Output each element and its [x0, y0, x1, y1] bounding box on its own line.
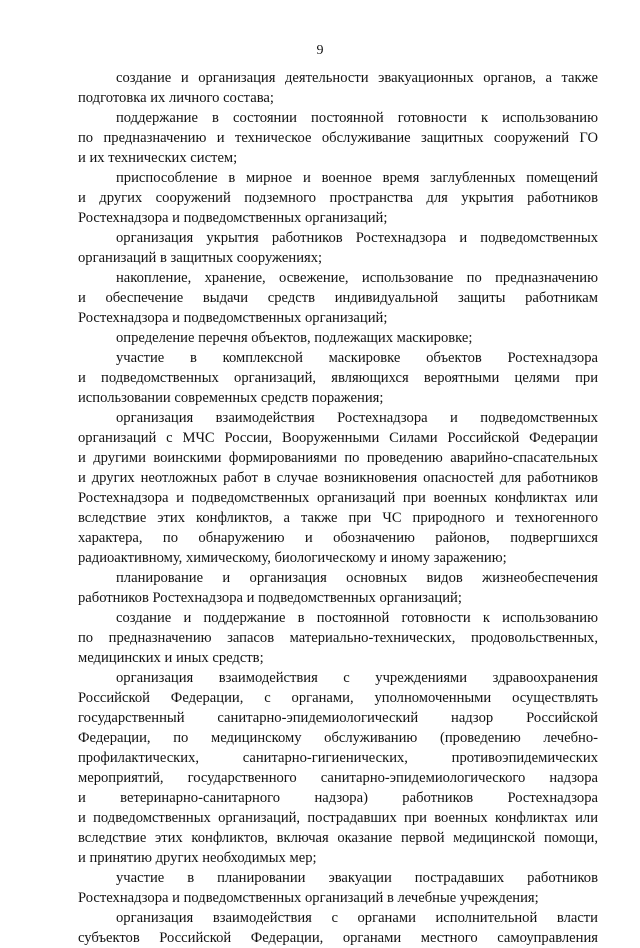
text-line: по предназначению запасов материально-технических, продовольственных,: [78, 630, 598, 646]
text-line: вследствие этих конфликтов, включая оказание первой медицинской помощи,: [78, 830, 598, 846]
text-line: Ростехнадзора и подведомственных организаций в лечебные учреждения;: [78, 890, 539, 906]
text-line: организация взаимодействия с учреждениями здравоохранения: [116, 670, 598, 686]
text-line: организация взаимодействия Ростехнадзора и подведомственных: [116, 410, 598, 426]
page-number: 9: [316, 43, 324, 58]
text-line: и ветеринарно-санитарного надзора) работников Ростехнадзора: [78, 790, 598, 806]
text-line: и других неотложных работ в случае возникновения опасностей для работников: [78, 470, 598, 486]
text-line: профилактических, санитарно-гигиенических, противоэпидемических: [78, 750, 598, 766]
text-line: вследствие этих конфликтов, а также при ЧС природного и техногенного: [78, 510, 598, 526]
text-line: Федерации, по медицинскому обслуживанию (проведению лечебно-: [78, 730, 598, 746]
text-line: мероприятий, государственного санитарно-эпидемиологического надзора: [78, 770, 598, 786]
text-line: и их технических систем;: [78, 150, 238, 166]
text-line: подготовка их личного состава;: [78, 90, 274, 106]
text-line: планирование и организация основных видов жизнеобеспечения: [116, 570, 598, 586]
text-line: организаций с МЧС России, Вооруженными Силами Российской Федерации: [78, 430, 598, 446]
text-line: накопление, хранение, освежение, использование по предназначению: [116, 270, 598, 286]
text-line: Российской Федерации, с органами, уполномоченными осуществлять: [78, 690, 598, 706]
text-line: определение перечня объектов, подлежащих маскировке;: [116, 330, 473, 346]
text-line: характера, по обнаружению и обозначению районов, подвергшихся: [78, 530, 598, 546]
text-line: и другими воинскими формированиями по проведению аварийно-спасательных: [78, 450, 598, 466]
text-line: создание и поддержание в постоянной готовности к использованию: [116, 610, 598, 626]
text-line: создание и организация деятельности эвакуационных органов, а также: [116, 70, 598, 86]
text-line: и принятию других необходимых мер;: [78, 850, 317, 866]
body-text: [78, 68, 598, 948]
text-line: поддержание в состоянии постоянной готовности к использованию: [116, 110, 598, 126]
text-line: организация укрытия работников Ростехнадзора и подведомственных: [116, 230, 598, 246]
text-line: и подведомственных организаций, являющихся вероятными целями при: [78, 370, 598, 386]
text-line: работников Ростехнадзора и подведомственных организаций;: [78, 590, 462, 606]
text-line: использовании современных средств поражения;: [78, 390, 384, 406]
text-line: и других сооружений подземного пространства для укрытия работников: [78, 190, 598, 206]
text-line: организаций в защитных сооружениях;: [78, 250, 323, 266]
text-line: организация взаимодействия с органами исполнительной власти: [116, 910, 598, 926]
text-line: и обеспечение выдачи средств индивидуальной защиты работникам: [78, 290, 598, 306]
text-line: Ростехнадзора и подведомственных организаций при военных конфликтах или: [78, 490, 598, 506]
text-line: участие в планировании эвакуации пострадавших работников: [116, 870, 598, 886]
text-line: Ростехнадзора и подведомственных организаций;: [78, 310, 388, 326]
text-line: участие в комплексной маскировке объектов Ростехнадзора: [116, 350, 598, 366]
text-line: приспособление в мирное и военное время заглубленных помещений: [116, 170, 598, 186]
text-line: и подведомственных организаций, пострадавших при военных конфликтах или: [78, 810, 598, 826]
text-line: субъектов Российской Федерации, органами местного самоуправления: [78, 930, 598, 946]
text-line: по предназначению и техническое обслуживание защитных сооружений ГО: [78, 130, 598, 146]
text-line: Ростехнадзора и подведомственных организаций;: [78, 210, 388, 226]
text-line: медицинских и иных средств;: [78, 650, 264, 666]
text-line: государственный санитарно-эпидемиологический надзор Российской: [78, 710, 598, 726]
text-line: радиоактивному, химическому, биологическому и иному заражению;: [78, 550, 507, 566]
